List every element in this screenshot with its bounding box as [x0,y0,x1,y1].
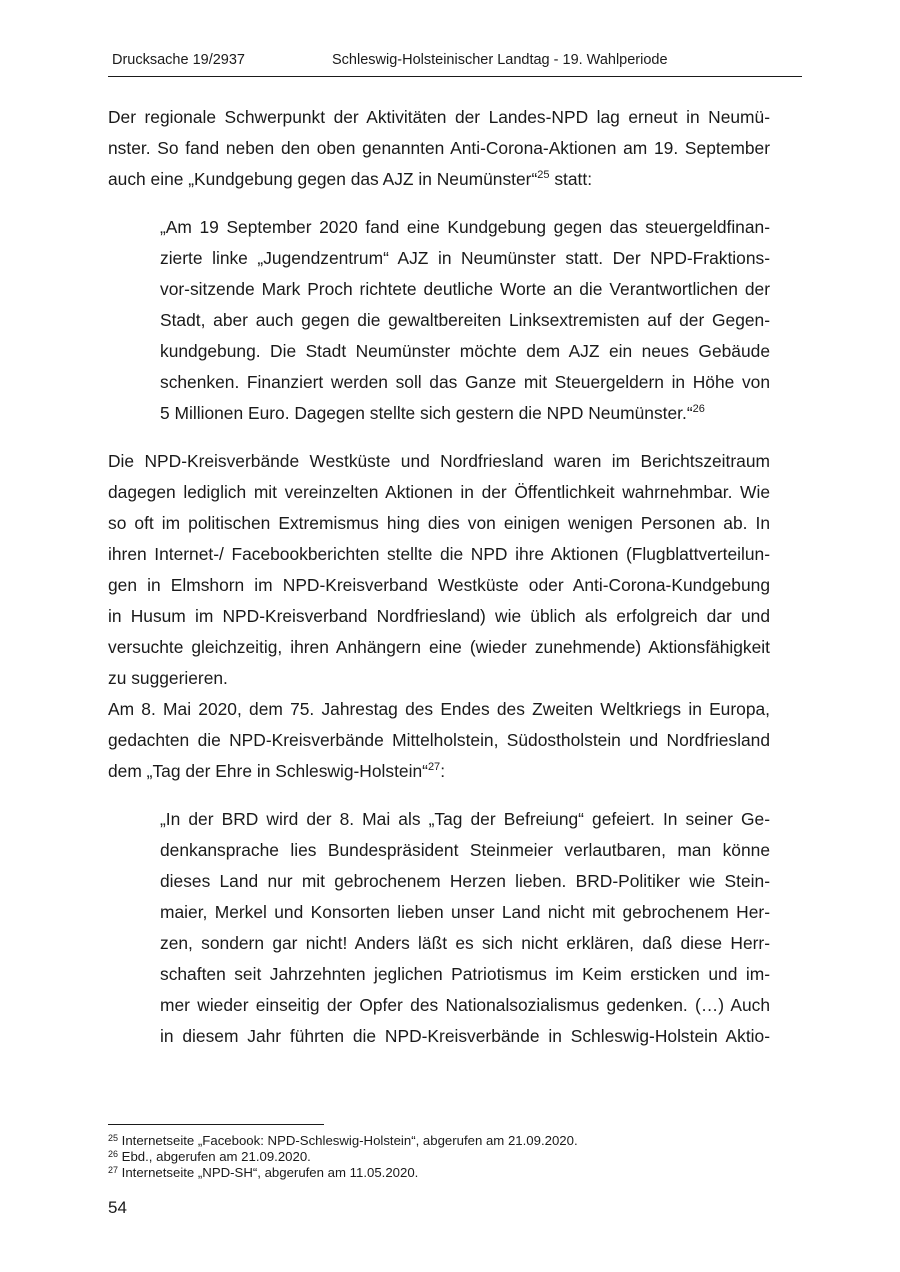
paragraph-line: gen in Elmshorn im NPD-Kreisverband Westküste oder Anti-Corona-Kundgebung [108,575,770,595]
page-number: 54 [108,1198,127,1217]
paragraph-line: Der regionale Schwerpunkt der Aktivitäten der Landes-NPD lag erneut in Neumü- [108,107,770,127]
footnote-ref: 25 [537,169,550,181]
footnote-ref: 27 [427,761,441,773]
paragraph-line: nster. So fand neben den oben genannten Anti-Corona-Aktionen am 19. September [108,138,770,158]
paragraph-line [108,164,770,195]
header-title: Schleswig-Holsteinischer Landtag - 19. Wahlperiode [332,52,668,68]
quote-line: zierte linke „Jugendzentrum“ AJZ in Neumünster statt. Der NPD-Fraktions- [160,248,770,268]
footnote-text: Internetseite „Facebook: NPD-Schleswig-Holstein“, abgerufen am 21.09.2020. [118,1133,578,1148]
footnote-number: 25 [108,1133,119,1143]
page-header [108,52,802,77]
paragraph-line: zu suggerieren. [108,668,228,688]
quote-line: „Am 19 September 2020 fand eine Kundgebung gegen das steuergeldfinan- [160,217,770,237]
quote-line: kundgebung. Die Stadt Neumünster möchte dem AJZ ein neues Gebäude [160,341,770,361]
quote-line: in diesem Jahr führten die NPD-Kreisverbände in Schleswig-Holstein Aktio- [160,1026,770,1046]
quote-line: mer wieder einseitig der Opfer des Nationalsozialismus gedenken. (…) Auch [160,995,770,1015]
paragraph-line [108,756,770,787]
paragraph-line: gedachten die NPD-Kreisverbände Mittelholstein, Südostholstein und Nordfriesland [108,730,770,750]
line-text: statt: [549,169,593,189]
footnote-divider [108,1124,324,1125]
footnote [108,1149,311,1166]
footnote-ref: 26 [692,403,705,415]
line-text: : [440,761,446,781]
quote-line: schenken. Finanziert werden soll das Ganze mit Steuergeldern in Höhe von [160,372,770,392]
paragraph-line: dagegen lediglich mit vereinzelten Aktionen in der Öffentlichkeit wahrnehmbar. Wie [108,482,770,502]
quote-line: zen, sondern gar nicht! Anders läßt es sich nicht erklären, daß diese Herr- [160,933,770,953]
quote-line: vor-sitzende Mark Proch richtete deutliche Worte an die Verantwortlichen der [160,279,770,299]
footnote-number: 27 [108,1165,119,1175]
quote-line: maier, Merkel und Konsorten lieben unser Land nicht mit gebrochenem Her- [160,902,770,922]
line-text: auch eine „Kundgebung gegen das AJZ in Neumünster“ [108,169,538,189]
quote-line: denkansprache lies Bundespräsident Steinmeier verlautbaren, man könne [160,840,770,860]
paragraph-line: Am 8. Mai 2020, dem 75. Jahrestag des Endes des Zweiten Weltkriegs in Europa, [108,699,770,719]
footnote [108,1133,578,1150]
footnote-text: Internetseite „NPD-SH“, abgerufen am 11.05.2020. [118,1165,419,1180]
document-number: Drucksache 19/2937 [112,52,245,68]
quote-line: schaften seit Jahrzehnten jeglichen Patriotismus im Keim ersticken und im- [160,964,770,984]
paragraph-line: versuchte gleichzeitig, ihren Anhängern eine (wieder zunehmende) Aktionsfähigkeit [108,637,770,657]
paragraph-line: so oft im politischen Extremismus hing dies von einigen wenigen Personen ab. In [108,513,770,533]
footnote-number: 26 [108,1149,119,1159]
paragraph-line: Die NPD-Kreisverbände Westküste und Nordfriesland waren im Berichtszeitraum [108,451,770,471]
footnote-text: Ebd., abgerufen am 21.09.2020. [118,1149,311,1164]
quote-line [160,398,770,429]
footnote [108,1165,418,1182]
quote-line: Stadt, aber auch gegen die gewaltbereiten Linksextremisten auf der Gegen- [160,310,770,330]
quote-line: dieses Land nur mit gebrochenem Herzen lieben. BRD-Politiker wie Stein- [160,871,770,891]
paragraph-line: ihren Internet-/ Facebookberichten stellte die NPD ihre Aktionen (Flugblattverteilun- [108,544,770,564]
line-text: 5 Millionen Euro. Dagegen stellte sich gestern die NPD Neumünster.“ [160,403,693,423]
line-text: dem „Tag der Ehre in Schleswig-Holstein“ [108,761,428,781]
quote-line: „In der BRD wird der 8. Mai als „Tag der Befreiung“ gefeiert. In seiner Ge- [160,809,770,829]
paragraph-line: in Husum im NPD-Kreisverband Nordfriesland) wie üblich als erfolgreich dar und [108,606,770,626]
